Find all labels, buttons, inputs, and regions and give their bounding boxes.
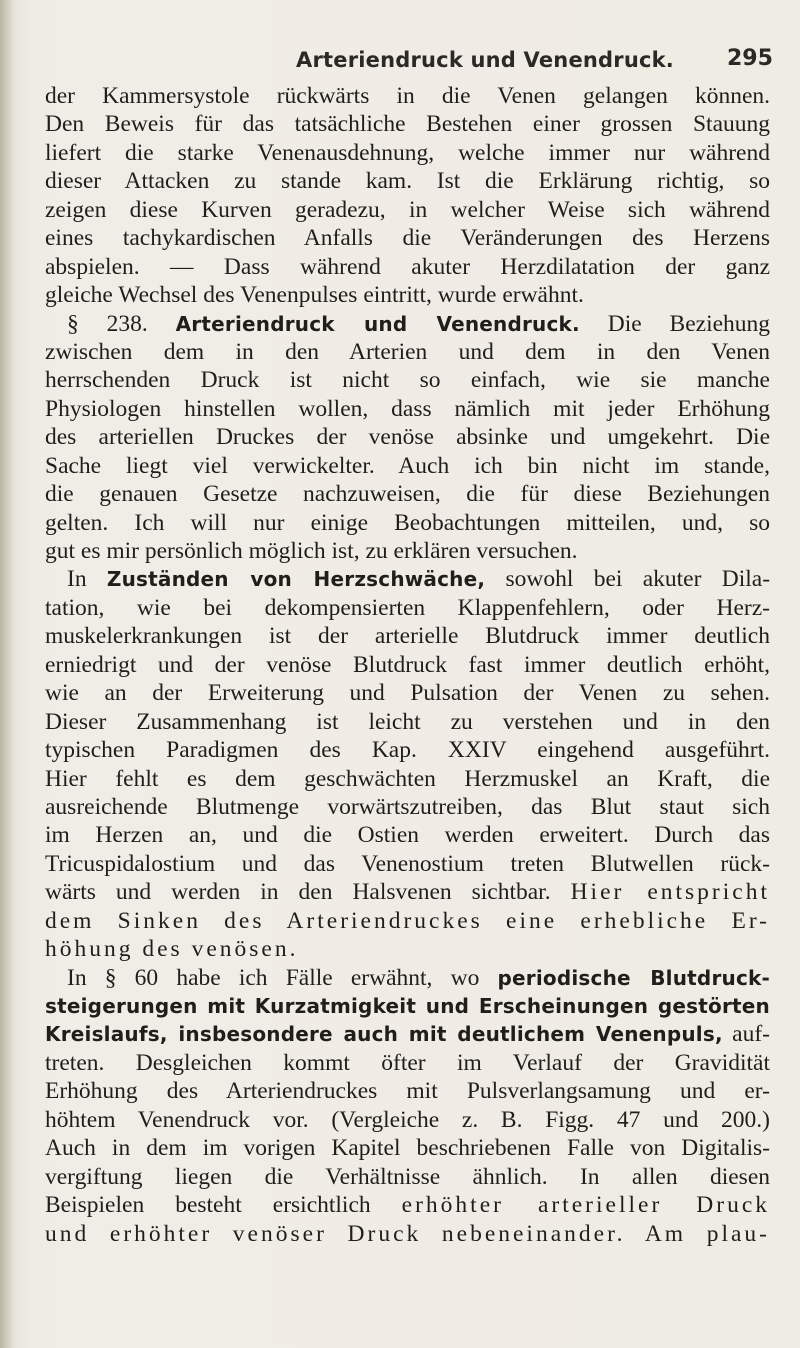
page-header (0, 40, 800, 80)
emphasis-bold: Zuständen von Herzschwäche, (106, 567, 486, 592)
text-line: liefert die starke Venenausdehnung, welche immer nur während (45, 139, 770, 166)
text-line: zwischen dem in den Arterien und dem in den Venen (45, 338, 770, 365)
text-line: im Herzen an, und die Ostien werden erweitert. Durch das (45, 822, 770, 849)
text-line: muskelerkrankungen ist der arterielle Blutdruck immer deutlich (45, 623, 770, 650)
text-line: abspielen. — Dass während akuter Herzdilatation der ganz (45, 253, 770, 280)
emphasis-spaced: erhöhter arterieller Druck (401, 1192, 771, 1219)
body-text (45, 82, 770, 1248)
text-line: gut es mir persönlich möglich ist, zu erklären versuchen. (45, 538, 578, 564)
text-line: Dieser Zusammenhang ist leicht zu verstehen und in den (45, 708, 770, 735)
text-line: Tricuspidalostium und das Venenostium treten Blutwellen rück- (45, 850, 770, 877)
text-line: Auch in dem im vorigen Kapitel beschriebenen Falle von Digitalis- (45, 1135, 770, 1162)
text-line: treten. Desgleichen kommt öfter im Verlauf der Gravidität (45, 1049, 770, 1076)
text-line: der Kammersystole rückwärts in die Venen gelangen können. (45, 83, 770, 109)
page-gutter-shadow (0, 0, 14, 1348)
text-line: Beispielen besteht ersichtlich erhöhter arterieller Druck (45, 1192, 771, 1219)
text-line: In Zuständen von Herzschwäche, sowohl bei akuter Dila- (67, 566, 771, 593)
emphasis-spaced: Hier entspricht (570, 879, 770, 906)
text-line: höhtem Venendruck vor. (Vergleiche z. B. Figg. 47 und 200.) (45, 1106, 770, 1133)
text-line: gleiche Wechsel des Venenpulses eintritt, wurde erwähnt. (45, 282, 584, 309)
text-line: erniedrigt und der venöse Blutdruck fast immer deutlich erhöht, (45, 651, 770, 678)
text-line: Den Beweis für das tatsächliche Bestehen einer grossen Stauung (45, 111, 770, 138)
text-line: Hier fehlt es dem geschwächten Herzmuskel an Kraft, die (45, 765, 770, 792)
text-line: wie an der Erweiterung und Pulsation der Venen zu sehen. (45, 680, 770, 707)
text-line: Physiologen hinstellen wollen, dass nämlich mit jeder Erhöhung (45, 395, 770, 422)
emphasis-bold: Kreislaufs, insbesondere auch mit deutlichem Venenpuls, (45, 1022, 723, 1047)
text-line: In § 60 habe ich Fälle erwähnt, wo periodische Blutdruck- (67, 964, 771, 991)
emphasis-bold: periodische Blutdruck- (497, 965, 771, 990)
section-number: § 238. (67, 310, 148, 337)
text-line: eines tachykardischen Anfalls die Veränderungen des Herzens (45, 225, 770, 252)
emphasis-spaced-line: dem Sinken des Arteriendruckes eine erhebliche Er- (45, 907, 770, 934)
page-number: 295 (727, 46, 773, 71)
text-line: des arteriellen Druckes der venöse absinke und umgekehrt. Die (45, 424, 770, 451)
text-line: dieser Attacken zu stande kam. Ist die Erklärung richtig, so (45, 168, 770, 195)
text-line: zeigen diese Kurven geradezu, in welcher Weise sich während (45, 196, 770, 223)
section-heading: Arteriendruck und Venendruck. (175, 311, 580, 336)
text-line: gelten. Ich will nur einige Beobachtungen mitteilen, und, so (45, 509, 770, 536)
text-line: vergiftung liegen die Verhältnisse ähnlich. In allen diesen (45, 1163, 770, 1190)
text-line: Sache liegt viel verwickelter. Auch ich bin nicht im stande, (45, 452, 770, 479)
text-line: typischen Paradigmen des Kap. XXIV eingehend ausgeführt. (45, 737, 770, 764)
text-line: ausreichende Blutmenge vorwärtszutreiben, das Blut staut sich (45, 793, 770, 820)
section-heading-line: § 238. Arteriendruck und Venendruck. Die Beziehung (67, 310, 771, 337)
text-line: Erhöhung des Arteriendruckes mit Pulsverlangsamung und er- (45, 1078, 770, 1105)
running-head: Arteriendruck und Venendruck. (296, 48, 674, 72)
emphasis-spaced-line: höhung des venösen. (45, 936, 299, 963)
text-line: herrschenden Druck ist nicht so einfach, wie sie manche (45, 367, 770, 394)
emphasis-bold-line: steigerungen mit Kurzatmigkeit und Erscheinungen gestörten (45, 994, 770, 1018)
text-line: Kreislaufs, insbesondere auch mit deutlichem Venenpuls, auf- (45, 1021, 770, 1048)
text-line: wärts und werden in den Halsvenen sichtbar. Hier entspricht (45, 879, 770, 906)
text-line: tation, wie bei dekompensierten Klappenfehlern, oder Herz- (45, 594, 770, 621)
emphasis-spaced-line: und erhöhter venöser Druck nebeneinander. Am plau- (45, 1220, 770, 1247)
text-line: die genauen Gesetze nachzuweisen, die für diese Beziehungen (45, 481, 770, 508)
